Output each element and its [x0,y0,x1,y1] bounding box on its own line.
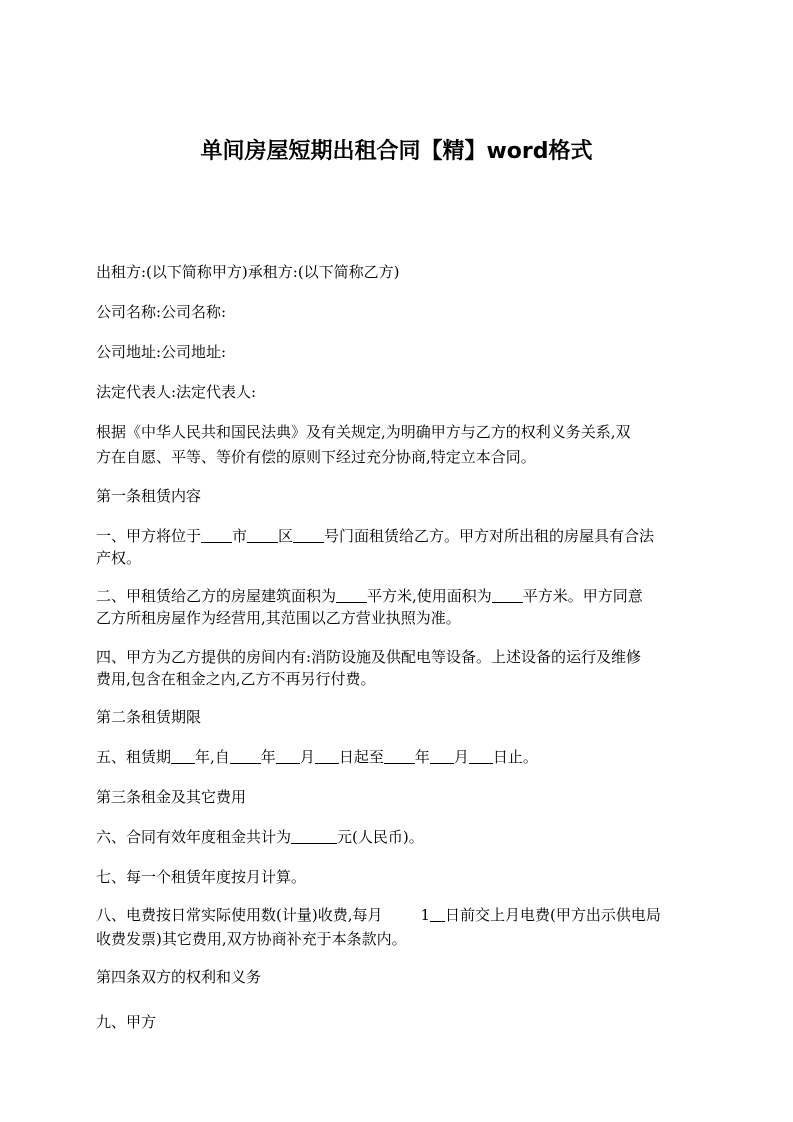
article-1-text-a: 一、甲方将位于 [96,527,202,545]
section-2-heading: 第二条租赁期限 [96,708,202,726]
article-1-text-d: 号门面租赁给乙方。甲方对所出租的房屋具有合法 [324,527,655,545]
article-5-line [96,745,696,770]
article-7-line: 七、每一个租赁年度按月计算。 [96,868,307,886]
article-1-text-c: 区 [278,527,294,545]
article-8-line-1 [96,903,696,928]
article-4-line-2: 费用,包含在租金之内,乙方不再另行付费。 [96,670,376,688]
article-2-text-c: 平方米。甲方同意 [522,587,643,605]
article-5-text-b: 年,自 [195,748,230,766]
fill-blank [315,747,339,764]
fill-blank [293,526,324,543]
article-5-text-e: 日起至 [338,748,384,766]
company-address-line: 公司地址:公司地址: [96,343,227,361]
article-5-text-d: 月 [299,748,315,766]
article-4-line-1: 四、甲方为乙方提供的房间内有:消防设施及供配电等设备。上述设备的运行及维修 [96,648,642,666]
article-6-line [96,825,696,850]
fill-blank [430,747,454,764]
fill-blank [201,526,232,543]
article-1-text-b: 市 [232,527,248,545]
article-9-line: 九、甲方 [96,1013,157,1031]
fill-blank [384,747,415,764]
parties-line: 出租方:(以下简称甲方)承租方:(以下简称乙方) [96,263,400,281]
fill-blank [230,747,261,764]
section-1-heading: 第一条租赁内容 [96,487,202,505]
article-8-number: 1 [420,906,431,924]
article-6-text-b: 元(人民币)。 [337,828,424,846]
article-5-text-h: 日止。 [492,748,538,766]
article-2-text-b: 平方米,使用面积为 [367,587,492,605]
article-5-text-a: 五、租赁期 [96,748,172,766]
article-1-line-2: 产权。 [96,549,142,567]
article-2-line-2: 乙方所租房屋作为经营用,其范围以乙方营业执照为准。 [96,609,461,627]
article-5-text-g: 月 [453,748,469,766]
article-8-text-c: 日前交上月电费(甲方出示供电局 [445,906,661,924]
fill-blank [430,905,445,922]
fill-blank [336,586,367,603]
article-2-text-a: 二、甲租赁给乙方的房屋建筑面积为 [96,587,337,605]
article-8-text-a: 八、电费按日常实际使用数(计量)收费,每月 [96,906,383,924]
section-4-heading: 第四条双方的权利和义务 [96,968,262,986]
fill-blank [247,526,278,543]
fill-blank [276,747,300,764]
document-title: 单间房屋短期出租合同【精】word格式 [200,139,593,164]
article-8-line-2: 收费发票)其它费用,双方协商补充于本条款内。 [96,930,407,948]
article-5-text-c: 年 [260,748,276,766]
company-name-line: 公司名称:公司名称: [96,303,227,321]
article-5-text-f: 年 [414,748,430,766]
fill-blank [291,827,337,844]
fill-blank [469,747,493,764]
fill-blank [171,747,195,764]
preamble-line-1: 根据《中华人民共和国民法典》及有关规定,为明确甲方与乙方的权利义务关系,双 [96,423,631,441]
section-3-heading: 第三条租金及其它费用 [96,788,247,806]
fill-blank [492,586,523,603]
preamble-line-2: 方在自愿、平等、等价有偿的原则下经过充分协商,特定立本合同。 [96,448,536,466]
legal-representative-line: 法定代表人:法定代表人: [96,383,257,401]
article-6-text-a: 六、合同有效年度租金共计为 [96,828,292,846]
